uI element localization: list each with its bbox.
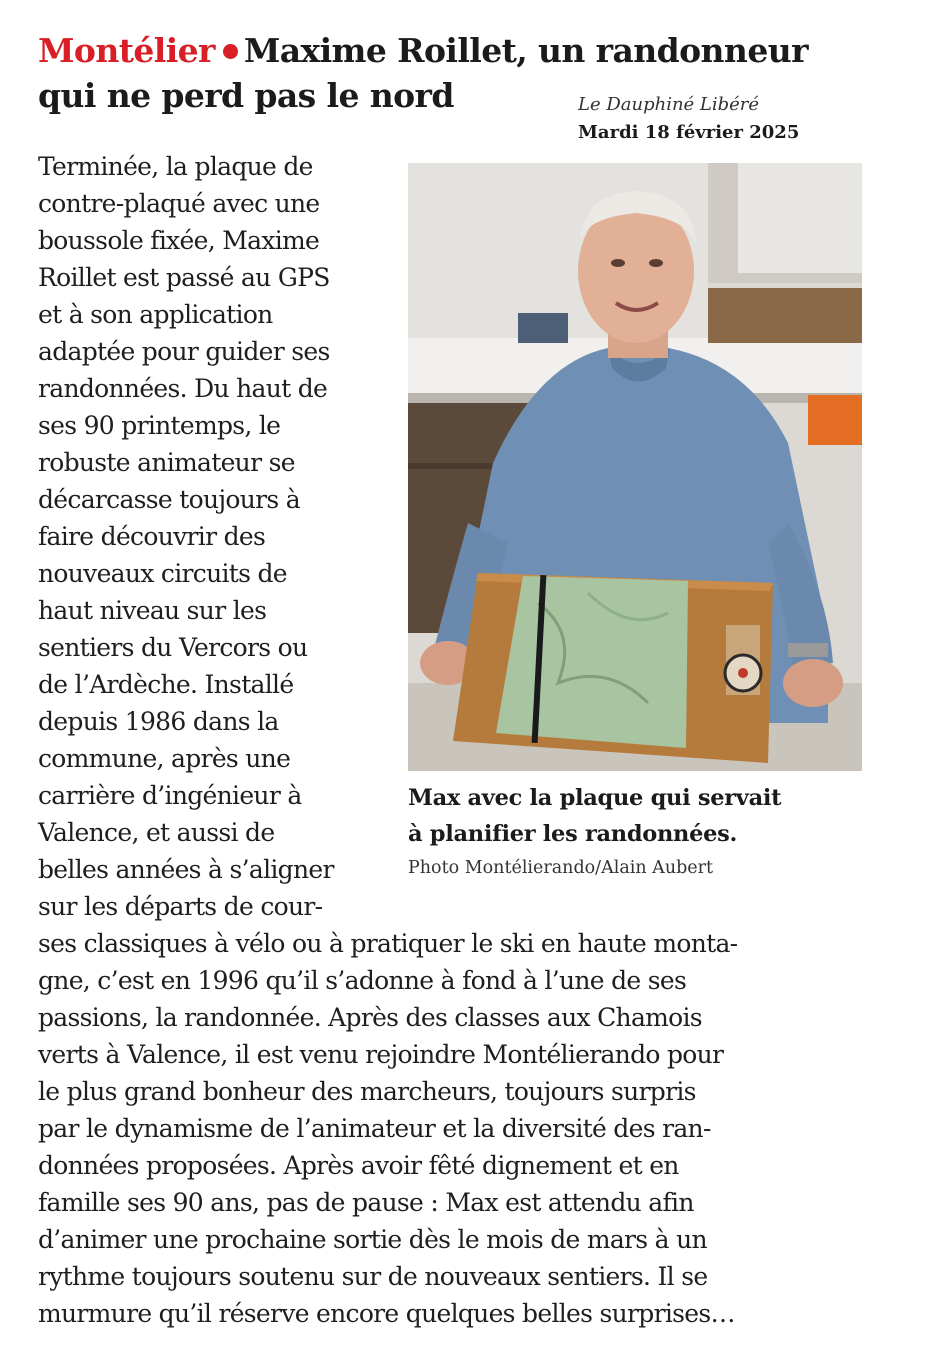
body-line: passions, la randonnée. Après des classes aux Chamois bbox=[38, 1003, 702, 1032]
body-line: ses classiques à vélo ou à pratiquer le ski en haute monta- bbox=[38, 929, 738, 958]
body-line: données proposées. Après avoir fêté dignement et en bbox=[38, 1151, 679, 1180]
newspaper-source: Le Dauphiné Libéré bbox=[578, 94, 760, 115]
body-line: faire découvrir des bbox=[38, 522, 266, 551]
body-line: belles années à s’aligner bbox=[38, 855, 334, 884]
body-line: robuste animateur se bbox=[38, 448, 295, 477]
caption-line1: Max avec la plaque qui servait bbox=[408, 785, 782, 811]
body-line: ses 90 printemps, le bbox=[38, 411, 281, 440]
body-line: sentiers du Vercors ou bbox=[38, 633, 308, 662]
body-line: boussole fixée, Maxime bbox=[38, 226, 320, 255]
body-line: Roillet est passé au GPS bbox=[38, 263, 330, 292]
body-line: de l’Ardèche. Installé bbox=[38, 670, 294, 699]
body-line: Valence, et aussi de bbox=[38, 818, 275, 847]
body-line: par le dynamisme de l’animateur et la diversité des ran- bbox=[38, 1114, 711, 1143]
photo-caption bbox=[408, 780, 878, 852]
body-line: Terminée, la plaque de bbox=[38, 152, 313, 181]
headline-line1: Maxime Roillet, un randonneur bbox=[243, 31, 808, 70]
caption-line2: à planifier les randonnées. bbox=[408, 821, 738, 847]
body-line: gne, c’est en 1996 qu’il s’adonne à fond à l’une de ses bbox=[38, 966, 687, 995]
body-line: depuis 1986 dans la bbox=[38, 707, 279, 736]
body-line: contre-plaqué avec une bbox=[38, 189, 320, 218]
body-line: adaptée pour guider ses bbox=[38, 337, 330, 366]
article-body-full bbox=[38, 925, 908, 1332]
body-line: décarcasse toujours à bbox=[38, 485, 300, 514]
photo-credit: Photo Montélierando/Alain Aubert bbox=[408, 858, 714, 878]
body-line: commune, après une bbox=[38, 744, 291, 773]
bullet-dot-icon bbox=[223, 44, 238, 59]
body-line: le plus grand bonheur des marcheurs, toujours surpris bbox=[38, 1077, 696, 1106]
body-line: d’animer une prochaine sortie dès le mois de mars à un bbox=[38, 1225, 707, 1254]
body-line: haut niveau sur les bbox=[38, 596, 267, 625]
body-line: randonnées. Du haut de bbox=[38, 374, 328, 403]
headline-line2: qui ne perd pas le nord bbox=[38, 76, 454, 115]
article-body-column bbox=[38, 148, 388, 925]
headline-town: Montélier bbox=[38, 31, 215, 70]
body-line: nouveaux circuits de bbox=[38, 559, 287, 588]
headline bbox=[38, 28, 918, 118]
body-line: rythme toujours soutenu sur de nouveaux sentiers. Il se bbox=[38, 1262, 708, 1291]
body-line: murmure qu’il réserve encore quelques belles surprises… bbox=[38, 1299, 735, 1328]
body-line: carrière d’ingénieur à bbox=[38, 781, 302, 810]
body-line: et à son application bbox=[38, 300, 273, 329]
publication-date: Mardi 18 février 2025 bbox=[578, 122, 800, 143]
body-line: sur les départs de cour- bbox=[38, 892, 323, 921]
body-line: verts à Valence, il est venu rejoindre Montélierando pour bbox=[38, 1040, 724, 1069]
article-photo bbox=[408, 163, 862, 771]
body-line: famille ses 90 ans, pas de pause : Max est attendu afin bbox=[38, 1188, 694, 1217]
